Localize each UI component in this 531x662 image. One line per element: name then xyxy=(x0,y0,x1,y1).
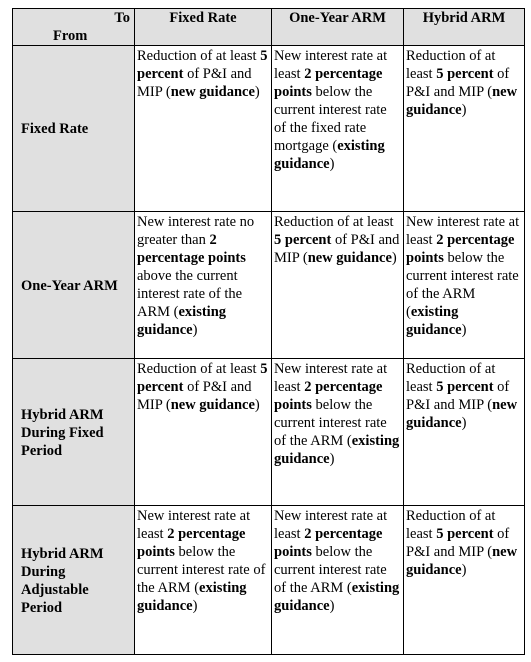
cell-text: New interest rate at least xyxy=(274,508,388,542)
cell-text: above the current interest rate of the ARM ( xyxy=(137,268,243,320)
cell-guidance: existing guidance xyxy=(406,304,462,338)
cell-text: of P&I and MIP ( xyxy=(274,232,400,266)
cell-guidance: existing guidance xyxy=(137,580,247,614)
table-cell xyxy=(135,359,272,506)
cell-guidance: new guidance xyxy=(170,397,255,413)
row-header-one-year-arm: One-Year ARM xyxy=(13,212,135,359)
cell-text: Reduction of at least xyxy=(406,48,496,82)
table-row xyxy=(13,359,525,506)
row-header-hybrid-arm-fixed-period: Hybrid ARM During Fixed Period xyxy=(13,359,135,506)
cell-emphasis: 2 percentage points xyxy=(274,66,383,100)
corner-header xyxy=(13,9,135,46)
cell-emphasis: 5 percent xyxy=(436,66,494,82)
cell-text: ) xyxy=(329,598,335,614)
header-row xyxy=(13,9,525,46)
table-cell xyxy=(135,212,272,359)
column-header-fixed-rate: Fixed Rate xyxy=(135,9,272,46)
table-row xyxy=(13,506,525,655)
cell-text: ) xyxy=(461,415,467,431)
cell-text: ) xyxy=(192,598,198,614)
table-cell xyxy=(272,46,404,212)
cell-guidance: new guidance xyxy=(307,250,392,266)
cell-guidance: existing guidance xyxy=(137,304,227,338)
cell-text: of P&I and MIP ( xyxy=(137,66,252,100)
cell-guidance: existing guidance xyxy=(274,138,385,172)
cell-text: New interest rate at least xyxy=(274,361,388,395)
cell-emphasis: 5 percent xyxy=(274,232,332,248)
cell-guidance: new guidance xyxy=(406,544,518,578)
cell-text: below the current interest rate of the fixed rate mortgage ( xyxy=(274,84,387,154)
table-cell xyxy=(404,46,525,212)
cell-text: below the current interest rate of the ARM ( xyxy=(274,397,387,449)
table-cell xyxy=(404,359,525,506)
cell-text: ) xyxy=(461,102,467,118)
cell-emphasis: 5 percent xyxy=(137,48,268,82)
table-cell xyxy=(272,212,404,359)
cell-text: ) xyxy=(192,322,198,338)
cell-text: below the current interest rate of the ARM ( xyxy=(406,250,519,320)
cell-guidance: new guidance xyxy=(406,397,518,431)
cell-text: of P&I and MIP ( xyxy=(406,526,510,560)
cell-text: below the current interest rate of the ARM ( xyxy=(274,544,387,596)
cell-text: Reduction of at least xyxy=(406,508,496,542)
table-cell xyxy=(404,506,525,655)
cell-guidance: existing guidance xyxy=(274,433,400,467)
table-row xyxy=(13,212,525,359)
row-header-hybrid-arm-adjustable-period: Hybrid ARM During Adjustable Period xyxy=(13,506,135,655)
cell-text: ) xyxy=(391,250,397,266)
cell-guidance: existing guidance xyxy=(274,580,400,614)
table-cell xyxy=(135,46,272,212)
row-header-fixed-rate: Fixed Rate xyxy=(13,46,135,212)
corner-to-label: To xyxy=(114,10,130,26)
cell-text: ) xyxy=(254,84,260,100)
cell-emphasis: 2 percentage points xyxy=(406,232,515,266)
refinance-guidance-table xyxy=(12,8,525,655)
cell-text: New interest rate no greater than xyxy=(137,214,255,248)
column-header-one-year-arm: One-Year ARM xyxy=(272,9,404,46)
table-cell xyxy=(404,212,525,359)
column-header-hybrid-arm: Hybrid ARM xyxy=(404,9,525,46)
cell-guidance: new guidance xyxy=(406,84,518,118)
cell-emphasis: 2 percentage points xyxy=(274,379,383,413)
cell-text: below the current interest rate of the ARM ( xyxy=(137,544,266,596)
cell-text: ) xyxy=(461,322,467,338)
corner-from-label: From xyxy=(53,28,88,44)
cell-text: New interest rate at least xyxy=(274,48,388,82)
cell-text: Reduction of at least xyxy=(406,361,496,395)
cell-text: ) xyxy=(329,156,335,172)
cell-emphasis: 2 percentage points xyxy=(137,526,246,560)
cell-text: ) xyxy=(254,397,260,413)
table-cell xyxy=(135,506,272,655)
cell-text: Reduction of at least xyxy=(274,214,394,230)
cell-emphasis: 5 percent xyxy=(436,526,494,542)
table-cell xyxy=(272,359,404,506)
cell-text: of P&I and MIP ( xyxy=(406,66,510,100)
cell-emphasis: 5 percent xyxy=(137,361,268,395)
cell-emphasis: 2 percentage points xyxy=(137,232,246,266)
cell-text: Reduction of at least xyxy=(137,48,261,64)
cell-text: New interest rate at least xyxy=(406,214,520,248)
cell-text: of P&I and MIP ( xyxy=(137,379,252,413)
cell-text: Reduction of at least xyxy=(137,361,261,377)
cell-text: of P&I and MIP ( xyxy=(406,379,510,413)
cell-emphasis: 5 percent xyxy=(436,379,494,395)
cell-guidance: new guidance xyxy=(170,84,255,100)
cell-text: ) xyxy=(461,562,467,578)
cell-text: ) xyxy=(329,451,335,467)
cell-emphasis: 2 percentage points xyxy=(274,526,383,560)
table-row xyxy=(13,46,525,212)
cell-text: New interest rate at least xyxy=(137,508,251,542)
table-cell xyxy=(272,506,404,655)
